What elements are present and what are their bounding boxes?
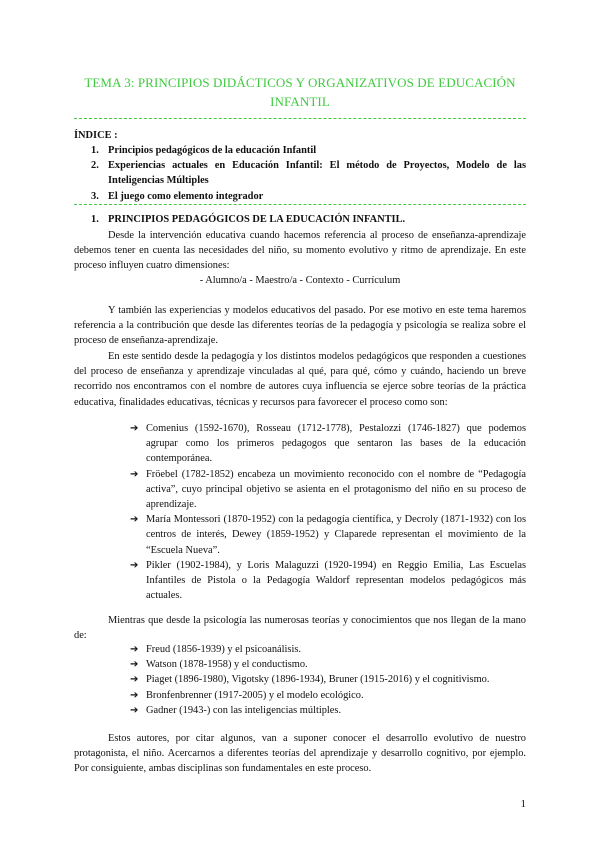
list-item: ➔ Comenius (1592-1670), Rosseau (1712-1778), Pestalozzi (1746-1827) que podemos agrupar como los primeros pedagogos que sentaron las bases de la educación contemporánea. — [130, 423, 526, 465]
paragraph-experiences: Y también las experiencias y modelos educativos del pasado. Por ese motivo en este tema haremos referencia a la contribución que desde las diferentes teorías de la pedagogía y psicología se realiza sobre el proceso de enseñanza-aprendizaje. — [74, 305, 526, 347]
index-item: 3. El juego como elemento integrador — [91, 190, 264, 202]
index-item: 1. Principios pedagógicos de la educación Infantil — [91, 145, 317, 156]
arrow-right-icon: ➔ — [130, 514, 139, 526]
paragraph-intro: Desde la intervención educativa cuando hacemos referencia al proceso de enseñanza-aprendizaje debemos tener en cuenta las necesidades del niño, su momento evolutivo y ritmo de aprendizaje. En este proceso influyen cuatro dimensiones: — [74, 230, 526, 272]
dimensions-line: - Alumno/a - Maestro/a - Contexto - Currículum — [199, 275, 401, 286]
index-list — [74, 143, 526, 204]
arrow-right-icon: ➔ — [130, 423, 139, 434]
index-item: 2. Experiencias actuales en Educación Infantil: El método de Proyectos, Modelo de las Inteligencias Múltiples — [91, 160, 526, 187]
section-heading: 1. PRINCIPIOS PEDAGÓGICOS DE LA EDUCACIÓN INFANTIL. — [91, 214, 406, 225]
arrow-right-icon: ➔ — [130, 704, 139, 716]
arrow-right-icon: ➔ — [130, 468, 139, 480]
divider-middle — [74, 204, 526, 205]
arrow-right-icon: ➔ — [130, 644, 139, 655]
divider-top — [74, 118, 526, 119]
arrow-right-icon: ➔ — [130, 559, 139, 571]
pedagogy-authors-list — [130, 421, 526, 603]
index-heading: ÍNDICE : — [74, 130, 118, 141]
list-item: ➔ Freud (1856-1939) y el psicoanálisis. — [130, 642, 526, 657]
paragraph-pedagogy: En este sentido desde la pedagogía y los distintos modelos pedagógicos que responden a cuestiones del proceso de enseñanza y aprendizaje vinculadas al qué, para qué, cómo y cuándo, haciendo un breve recorrido nos encontramos con el nombre de autores cuya influencia se ejerce sobre teorías de la práctica educativa, finalidades educativas, técnicas y recursos para favorecer el proceso como son: — [74, 351, 526, 408]
page-title: TEMA 3: PRINCIPIOS DIDÁCTICOS Y ORGANIZATIVOS DE EDUCACIÓN INFANTIL — [84, 75, 516, 109]
paragraph-psychology: Mientras que desde la psicología las numerosas teorías y conocimientos que nos llegan de la mano de: — [74, 615, 526, 642]
list-item: ➔ Piaget (1896-1980), Vigotsky (1896-1934), Bruner (1915-2016) y el cognitivismo. — [130, 672, 526, 687]
list-item: ➔ Gadner (1943-) con las inteligencias múltiples. — [130, 703, 526, 718]
list-item: ➔ María Montessori (1870-1952) con la pedagogía científica, y Decroly (1871-1932) con los centros de interés, Dewey (1859-1952) y Claparede representan el movimiento de la “Escuela Nueva”. — [130, 514, 526, 556]
psychology-authors-list — [130, 642, 526, 718]
list-item: ➔ Fröebel (1782-1852) encabeza un movimiento reconocido con el nombre de “Pedagogía activa”, cuyo principal objetivo se asienta en el protagonismo del niño en su proceso de aprendizaje. — [130, 468, 526, 511]
list-item: ➔ Watson (1878-1958) y el conductismo. — [130, 657, 526, 672]
arrow-right-icon: ➔ — [130, 689, 139, 701]
list-item: ➔ Bronfenbrenner (1917-2005) y el modelo ecológico. — [130, 688, 526, 703]
arrow-right-icon: ➔ — [130, 674, 139, 686]
list-item: ➔ Pikler (1902-1984), y Loris Malaguzzi (1920-1994) en Reggio Emilia, Las Escuelas Infantiles de Pistola o la Pedagogía Waldorf representan modelos pedagógicos más actuales. — [130, 559, 526, 602]
page-number: 1 — [520, 798, 526, 810]
arrow-right-icon: ➔ — [130, 659, 139, 671]
paragraph-conclusion: Estos autores, por citar algunos, van a suponer conocer el desarrollo evolutivo de nuestro protagonista, el niño. Acercarnos a diferentes teorías del aprendizaje y desarrollo cognitivo, por ejemplo. Por consiguiente, ambas disciplinas son fundamentales en este proceso. — [74, 733, 526, 775]
